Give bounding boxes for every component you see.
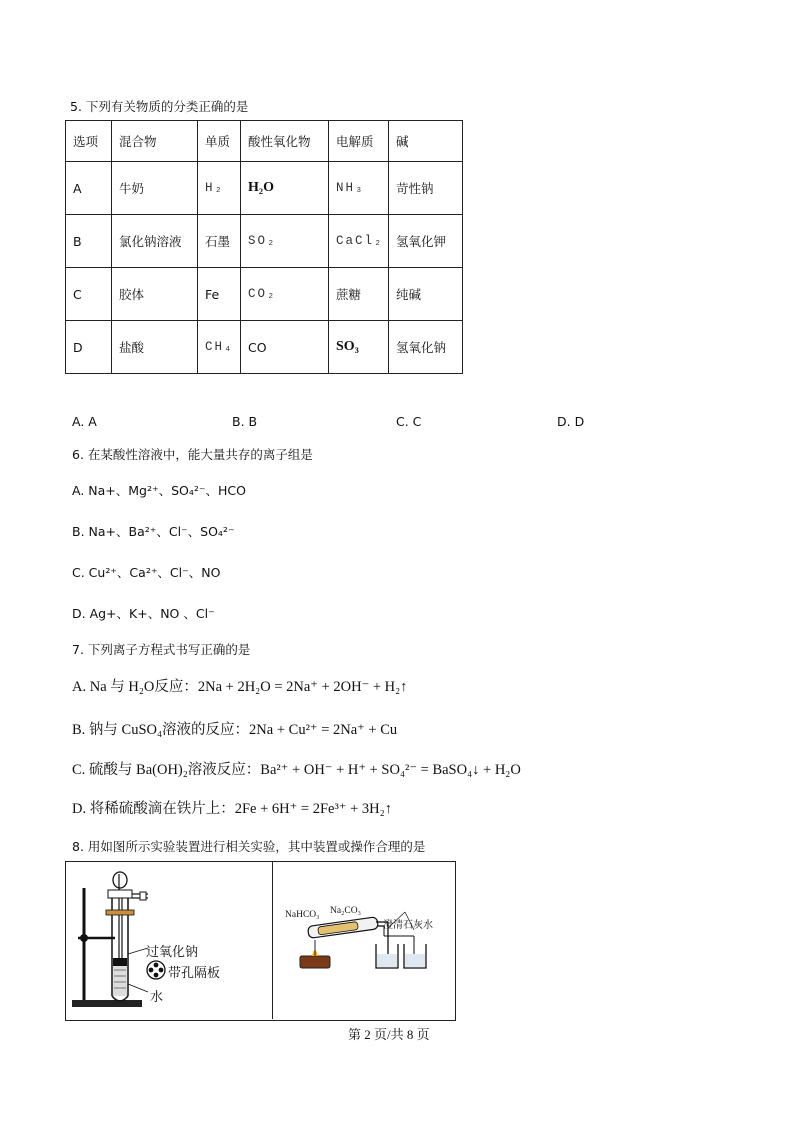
- q7-option-d[interactable]: D. 将稀硫酸滴在铁片上：2Fe + 6H⁺ = 2Fe³⁺ + 3H₂↑: [72, 801, 392, 817]
- q7-option-c[interactable]: C. 硫酸与 Ba(OH)₂溶液反应：Ba²⁺ + OH⁻ + H⁺ + SO₄²⁻ = BaSO₄↓ + H₂O: [72, 762, 521, 778]
- header-cell: 单质: [198, 121, 241, 162]
- q5-choice-a[interactable]: A. A: [72, 414, 97, 429]
- label-water: 水: [150, 989, 164, 1004]
- label-nahco3: NaHCO₃: [285, 910, 320, 920]
- classification-table: [65, 120, 463, 374]
- table-row: [66, 162, 463, 215]
- table-cell: 氢氧化钾: [389, 215, 463, 268]
- header-cell: 电解质: [329, 121, 389, 162]
- table-cell: 纯碱: [389, 268, 463, 321]
- table-row: [66, 321, 463, 374]
- header-cell: 混合物: [112, 121, 198, 162]
- table-cell: 石墨: [198, 215, 241, 268]
- table-row: [66, 215, 463, 268]
- table-cell: CaCl₂: [329, 215, 389, 268]
- q5-choice-c[interactable]: C. C: [396, 414, 422, 429]
- table-cell: CO: [241, 321, 329, 374]
- table-cell: 盐酸: [112, 321, 198, 374]
- q7-option-b[interactable]: B. 钠与 CuSO₄溶液的反应：2Na + Cu²⁺ = 2Na⁺ + Cu: [72, 722, 398, 738]
- q7-stem: 7. 下列离子方程式书写正确的是: [72, 642, 251, 657]
- table-cell: SO₂: [241, 215, 329, 268]
- table-cell: A: [66, 162, 112, 215]
- table-cell: H₂O: [241, 162, 329, 215]
- q6-option-a[interactable]: A. Na+、Mg²⁺、SO₄²⁻、HCO: [72, 483, 246, 498]
- table-cell: 氢氧化钠: [389, 321, 463, 374]
- q7-option-a[interactable]: A. Na 与 H₂O反应：2Na + 2H₂O = 2Na⁺ + 2OH⁻ + H₂↑: [72, 679, 408, 695]
- header-cell: 选项: [66, 121, 112, 162]
- table-row: [66, 268, 463, 321]
- table-cell: B: [66, 215, 112, 268]
- label-sodium-peroxide: 过氧化钠: [146, 944, 199, 959]
- q5-choice-b[interactable]: B. B: [232, 414, 258, 429]
- table-cell: 胶体: [112, 268, 198, 321]
- q6-stem: 6. 在某酸性溶液中，能大量共存的离子组是: [72, 447, 313, 462]
- table-cell: CH₄: [198, 321, 241, 374]
- table-cell: NH₃: [329, 162, 389, 215]
- table-cell: D: [66, 321, 112, 374]
- label-limewater: 澄清石灰水: [383, 920, 433, 931]
- table-cell: Fe: [198, 268, 241, 321]
- q6-option-d[interactable]: D. Ag+、K+、NO 、Cl⁻: [72, 606, 215, 621]
- label-na2co3: Na₂CO₃: [330, 906, 361, 916]
- q6-option-b[interactable]: B. Na+、Ba²⁺、Cl⁻、SO₄²⁻: [72, 524, 235, 539]
- table-cell: SO₃: [329, 321, 389, 374]
- q8-stem: 8. 用如图所示实验装置进行相关实验，其中装置或操作合理的是: [72, 839, 426, 854]
- table-cell: 苛性钠: [389, 162, 463, 215]
- q5-choice-d[interactable]: D. D: [557, 414, 585, 429]
- header-cell: 酸性氧化物: [241, 121, 329, 162]
- table-cell: 蔗糖: [329, 268, 389, 321]
- page-footer: 第 2 页/共 8 页: [348, 1027, 430, 1042]
- table-cell: CO₂: [241, 268, 329, 321]
- table-header-row: [66, 121, 463, 162]
- table-cell: 牛奶: [112, 162, 198, 215]
- q6-option-c[interactable]: C. Cu²⁺、Ca²⁺、Cl⁻、NO: [72, 565, 221, 580]
- label-perforated-plate: 带孔隔板: [168, 965, 221, 980]
- table-cell: H₂: [198, 162, 241, 215]
- table-cell: 氯化钠溶液: [112, 215, 198, 268]
- q5-stem: 5. 下列有关物质的分类正确的是: [70, 99, 249, 114]
- figure-divider: [272, 861, 273, 1019]
- header-cell: 碱: [389, 121, 463, 162]
- table-cell: C: [66, 268, 112, 321]
